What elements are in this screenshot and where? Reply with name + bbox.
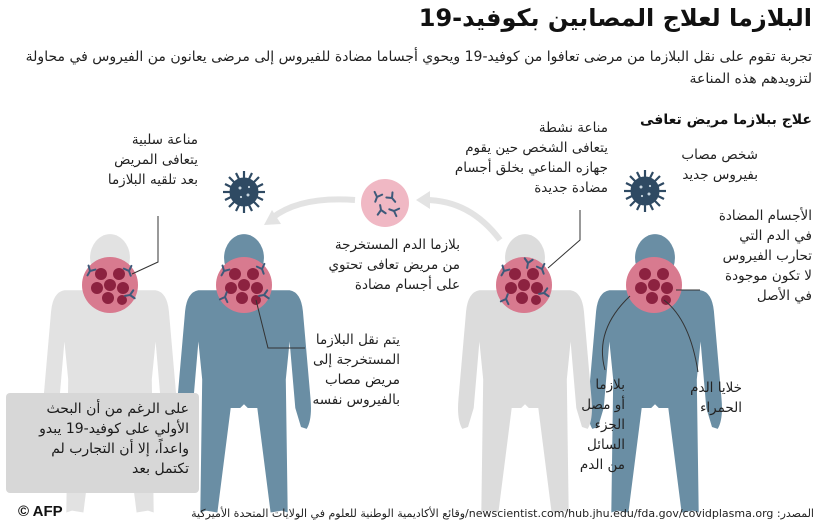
label-transfer: يتم نقل البلازما المستخرجة إلى مريض مصاب بالفيروس نفسه — [312, 332, 400, 408]
subtitle: تجربة تقوم على نقل البلازما من مرضى تعافوا من كوفيد-19 ويحوي أجساما مضادة للفيروس إلى مرضى يعانون من الفيروس في محاولة لتزويدهم هذه المناعة — [25, 49, 812, 87]
leader-passive — [132, 216, 158, 274]
label-infected-person: شخص مصاب بفيروس جديد — [681, 147, 758, 183]
label-extracted-plasma: بلازما الدم المستخرجة من مريض تعافى تحتوي على أجسام مضادة — [328, 237, 460, 293]
arrow-donor-to-plasma — [425, 200, 500, 240]
label-red-cells: خلايا الدم الحمراء — [690, 380, 742, 416]
plasma-antibodies-circle — [361, 179, 409, 227]
arrow-plasma-to-recipient — [272, 199, 355, 218]
afp-logo: © AFP — [18, 503, 63, 520]
label-antibodies-absent: الأجسام المضادة في الدم التي تحارب الفيروس لا تكون موجودة في الأصل — [718, 208, 812, 304]
virus-icon-infected — [624, 170, 666, 212]
source-credit: المصدر: newscientist.com/hub.jhu.edu/fda.gov/covidplasma.org/وقائع الأكاديمية الوطنية للعلوم في الولايات المتحدة الأميركية — [191, 507, 814, 520]
label-plasma-serum: بلازما أو مصل الجزء السائل من الدم — [579, 377, 625, 473]
section-heading: علاج ببلازما مريض تعافى — [640, 112, 812, 128]
virus-icon-recipient — [223, 171, 265, 213]
note-box: على الرغم من أن البحث الأولي على كوفيد-19 يبدو واعداً، إلا أن التجارب لم تكتمل بعد — [6, 393, 199, 493]
page-title: البلازما لعلاج المصابين بكوفيد-19 — [418, 4, 812, 32]
leader-active — [548, 210, 580, 268]
label-active-immunity: مناعة نشطة يتعافى الشخص حين يقوم جهازه المناعي بخلق أجسام مضادة جديدة — [454, 120, 608, 196]
label-passive-immunity: مناعة سلبية يتعافى المريض بعد تلقيه البلازما — [107, 132, 198, 188]
